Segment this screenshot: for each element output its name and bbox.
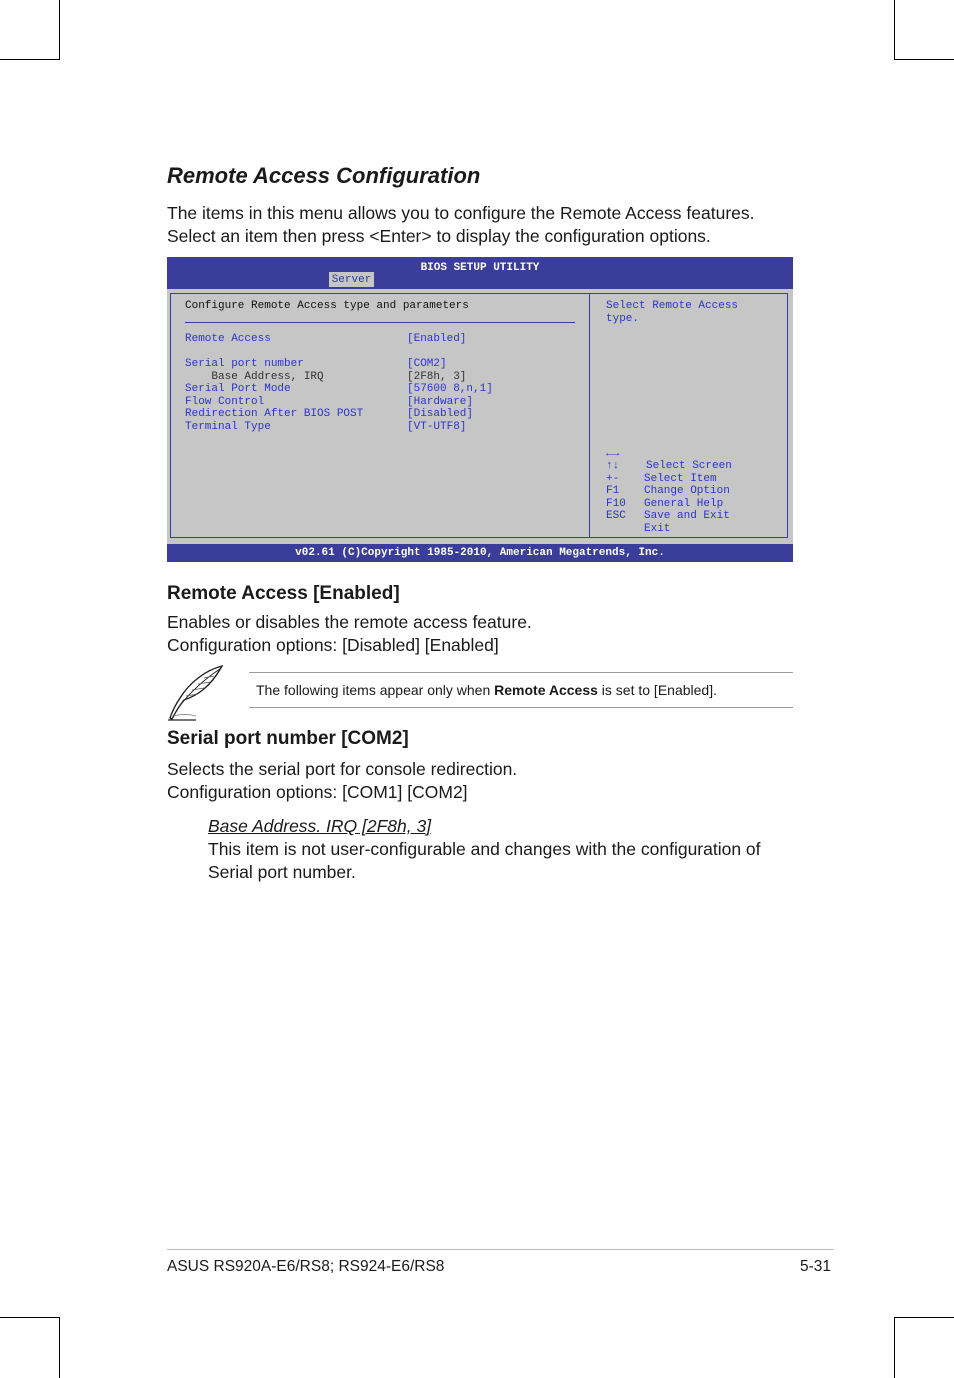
bios-item-label: Serial Port Mode (185, 383, 291, 396)
footer-rule (167, 1249, 834, 1250)
remote-access-heading: Remote Access [Enabled] (167, 583, 400, 604)
bios-key-desc: Select Screen (646, 460, 732, 473)
crop-mark (894, 1317, 954, 1318)
bios-key: F1 (606, 485, 620, 498)
bios-help-line: Select Remote Access (606, 300, 739, 312)
bios-item-label: Redirection After BIOS POST (185, 408, 364, 421)
bios-item-value: [2F8h, 3] (407, 370, 467, 383)
crop-mark (59, 1317, 60, 1378)
bios-footer: v02.61 (C)Copyright 1985-2010, American Megatrends, Inc. (295, 547, 665, 559)
bios-title: BIOS SETUP UTILITY (420, 262, 540, 274)
bios-screenshot (167, 257, 793, 562)
bios-key-desc: Select Item (644, 472, 717, 485)
bios-item-value: [57600 8,n,1] (407, 383, 493, 396)
bios-keys (606, 435, 732, 535)
bios-item-value: [Hardware] (407, 395, 474, 408)
bios-item-value: [VT-UTF8] (407, 420, 467, 433)
bios-key-desc: Change Option (644, 485, 730, 498)
bios-heading-rule (185, 322, 575, 323)
serial-port-heading: Serial port number [COM2] (167, 728, 409, 749)
bios-item (185, 383, 493, 396)
bios-item-value: [Disabled] (407, 408, 474, 421)
note-rule-bottom (249, 707, 793, 708)
bios-item-label: Remote Access (185, 333, 271, 345)
note-icon (166, 664, 226, 722)
crop-mark (59, 0, 60, 60)
note-text-pre: The following items appear only when (256, 682, 495, 698)
bios-frame (170, 293, 788, 538)
bios-body (167, 289, 793, 544)
bios-key-row (606, 435, 732, 473)
bios-item (185, 420, 467, 434)
serial-port-desc: Selects the serial port for console redirection. (167, 759, 518, 779)
note-rule-top (249, 672, 793, 673)
bios-key-desc: General Help (644, 497, 724, 510)
bios-item-label: Terminal Type (185, 420, 271, 433)
bios-divider (589, 294, 590, 537)
remote-access-options: Configuration options: [Disabled] [Enabled] (167, 635, 499, 655)
note-text-post: is set to [Enabled]. (597, 682, 717, 698)
bios-key: ←→ (606, 447, 620, 460)
note-text (256, 682, 717, 698)
note-text-bold: Remote Access (494, 682, 598, 698)
crop-mark (0, 1317, 60, 1318)
bios-key: F10 (606, 497, 626, 510)
intro-paragraph: The items in this menu allows you to configure the Remote Access features. Select an item then press <Enter> to display the configuration options. (167, 203, 755, 246)
bios-help-line: type. (606, 313, 640, 325)
base-address-desc: This item is not user-configurable and changes with the configuration of Serial port number. (208, 839, 761, 882)
bios-item-value: [Enabled] (407, 333, 467, 345)
bios-key-desc: Save and Exit (644, 510, 730, 523)
remote-access-desc: Enables or disables the remote access feature. (167, 612, 532, 632)
bios-heading: Configure Remote Access type and parameters (185, 300, 469, 312)
bios-item-label: Serial port number (185, 357, 304, 370)
bios-tab-server: Server (329, 272, 374, 287)
serial-port-options: Configuration options: [COM1] [COM2] (167, 782, 468, 802)
bios-item (185, 408, 474, 421)
crop-mark (0, 59, 60, 60)
section-title: Remote Access Configuration (167, 163, 481, 188)
bios-items (185, 333, 493, 434)
bios-key: ↑↓ (606, 460, 620, 473)
bios-item-label: Flow Control (185, 395, 265, 408)
bios-item (185, 357, 447, 371)
crop-mark (894, 1317, 895, 1378)
bios-item-value: [COM2] (407, 357, 447, 370)
bios-item (185, 395, 474, 409)
bios-key-row (606, 498, 672, 535)
bios-item (185, 370, 467, 384)
bios-item-label: Base Address, IRQ (185, 370, 324, 383)
crop-mark (894, 59, 954, 60)
bios-key-desc: Exit (644, 522, 671, 535)
bios-item (185, 333, 467, 346)
bios-key: ESC (606, 510, 626, 523)
bios-key: +- (606, 472, 620, 485)
footer-page-number: 5-31 (800, 1258, 832, 1275)
crop-mark (894, 0, 895, 60)
base-address-heading: Base Address. IRQ [2F8h, 3] (208, 816, 432, 836)
footer-model: ASUS RS920A-E6/RS8; RS924-E6/RS8 (167, 1258, 445, 1275)
